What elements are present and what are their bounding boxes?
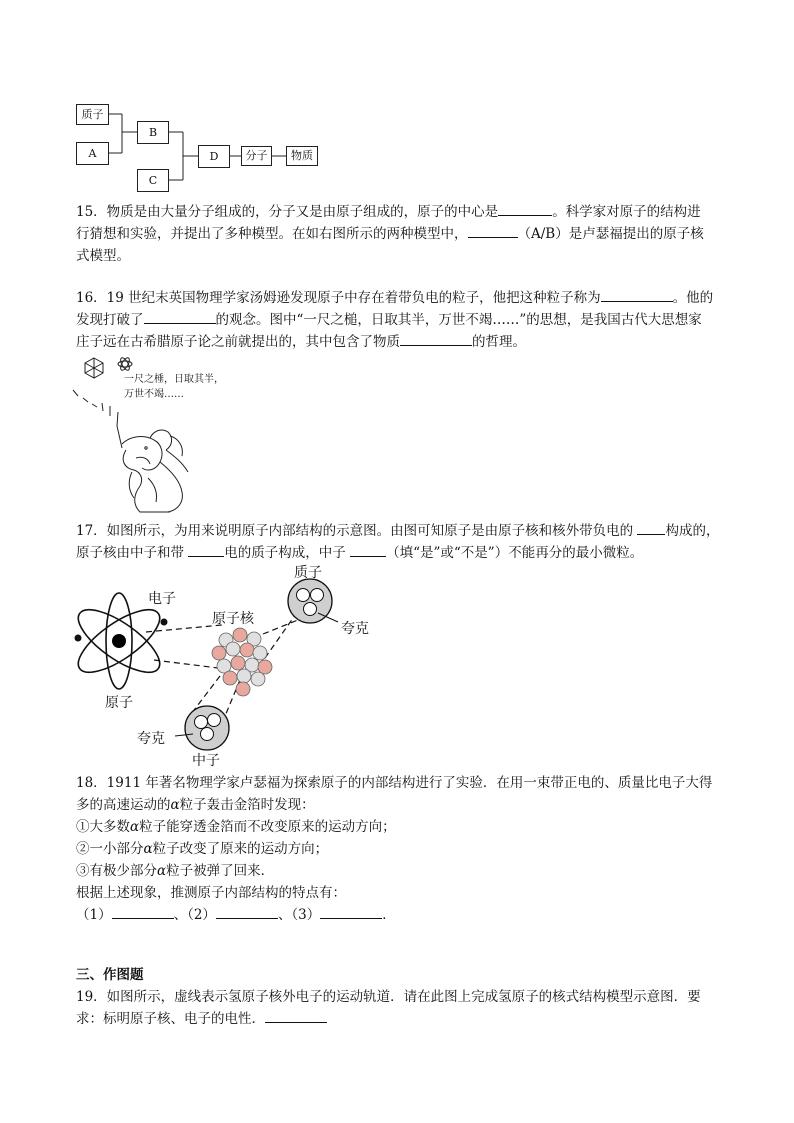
label-neutron: 中子 [192, 753, 220, 769]
q17-blank-3[interactable] [350, 543, 386, 557]
alpha-symbol: α [157, 863, 167, 879]
q18-text: ②一小部分 [76, 841, 144, 857]
q16-line-3 [76, 332, 726, 354]
q18-answers [76, 905, 726, 927]
q18-text: 粒子改变了原来的运动方向； [152, 841, 329, 857]
q19-line-1 [76, 987, 726, 1009]
q18-text: 18．1911 年著名物理学家卢瑟福为探索原子的内部结构进行了实验．在用一束带正电的、质量比电子大得 [76, 775, 713, 791]
q18-blank-2[interactable] [216, 905, 278, 919]
q15-text: （A/B）是卢瑟福提出的原子核 [517, 226, 704, 242]
q19-line-2 [76, 1009, 726, 1031]
alpha-symbol: α [170, 797, 180, 813]
box-a: A [76, 142, 109, 165]
q18-text: 、（2） [173, 907, 216, 923]
alpha-symbol: α [143, 841, 153, 857]
q17-text: （填“是”或“不是”）不能再分的最小微粒。 [386, 545, 644, 561]
q18-text: ③有极少部分 [76, 863, 157, 879]
q15-line-3 [76, 246, 726, 268]
label-quark-top: 夸克 [341, 621, 369, 637]
zhuangzi-caption [124, 372, 224, 402]
label-atom: 原子 [105, 695, 133, 711]
box-molecule: 分子 [241, 146, 272, 166]
q18-line-6 [76, 883, 726, 905]
q18-text: 粒子能穿透金箔而不改变原来的运动方向； [139, 819, 396, 835]
q18-text: 粒子被弹了回来． [166, 863, 275, 879]
label-electron: 电子 [148, 591, 176, 607]
q16-text: 。他的 [672, 290, 714, 306]
label-quark-bottom: 夸克 [137, 731, 165, 747]
q19-blank[interactable] [265, 1009, 327, 1023]
q18-text: 根据上述现象，推测原子内部结构的特点有： [76, 885, 346, 901]
q16-text: 16．19 世纪末英国物理学家汤姆逊发现原子中存在着带负电的粒子，他把这种粒子称为 [76, 290, 601, 306]
q15-text: 行猜想和实验，并提出了多种模型。在如右图所示的两种模型中， [76, 226, 468, 242]
box-matter: 物质 [286, 146, 318, 166]
q16-line-2 [76, 310, 726, 332]
q17-text: 构成的， [665, 523, 720, 539]
q18-blank-1[interactable] [112, 905, 174, 919]
q18-item-3 [76, 861, 726, 883]
caption-line-2: 万世不竭…… [124, 389, 184, 400]
q15-line-1 [76, 202, 726, 224]
q17-blank-2[interactable] [188, 543, 224, 557]
q15-blank-2[interactable] [468, 224, 518, 238]
q17-text: 17．如图所示，为用来说明原子内部结构的示意图。由图可知原子是由原子核和核外带负电的 [76, 523, 634, 539]
q16-text: 的哲理。 [472, 334, 526, 350]
q19-text: 求：标明原子核、电子的电性． [76, 1011, 265, 1027]
q19-text: 19．如图所示，虚线表示氢原子核外电子的运动轨道．请在此图上完成氢原子的核式结构模型示意图．要 [76, 989, 701, 1005]
label-nucleus: 原子核 [212, 611, 254, 627]
q18-text: 、（3） [277, 907, 321, 923]
q18-text: ． [382, 907, 396, 923]
box-proton: 质子 [76, 104, 109, 125]
q16-text: 庄子远在古希腊原子论之前就提出的，其中包含了物质 [76, 334, 400, 350]
q16-text: 的观念。图中“一尺之槌，日取其半，万世不竭……”的思想，是我国古代大思想家 [215, 312, 702, 328]
q15-text: 15．物质是由大量分子组成的，分子又是由原子组成的，原子的中心是 [76, 204, 499, 220]
section-title [76, 965, 726, 987]
q17-line-1 [76, 521, 726, 543]
box-b: B [137, 121, 169, 144]
label-proton: 质子 [294, 565, 322, 581]
diagram-connectors [0, 0, 400, 200]
atom-structure-figure [60, 560, 400, 775]
q18-text: 多的高速运动的 [76, 797, 171, 813]
q16-blank-1[interactable] [601, 288, 673, 302]
q16-text: 发现打破了 [76, 312, 144, 328]
caption-line-1: 一尺之棰，日取其半， [124, 374, 224, 385]
q18-text: （1） [76, 907, 112, 923]
q16-line-1 [76, 288, 726, 310]
q18-text: 粒子轰击金箔时发现： [179, 797, 315, 813]
box-c: C [137, 169, 169, 192]
q18-item-2 [76, 839, 726, 861]
q15-text: 式模型。 [76, 248, 130, 264]
q15-text: 。科学家对原子的结构进 [552, 204, 701, 220]
q17-text: 电的质子构成，中子 [224, 545, 346, 561]
alpha-symbol: α [130, 819, 140, 835]
q17-blank-1[interactable] [637, 521, 665, 535]
q16-blank-2[interactable] [144, 310, 216, 324]
box-d: D [198, 145, 230, 168]
q18-blank-3[interactable] [320, 905, 382, 919]
q17-text: 原子核由中子和带 [76, 545, 184, 561]
q15-blank-1[interactable] [498, 202, 552, 216]
section-title-text: 三、作图题 [76, 967, 144, 983]
q18-line-1 [76, 773, 726, 795]
q18-item-1 [76, 817, 726, 839]
q15-line-2 [76, 224, 726, 246]
q16-blank-3[interactable] [400, 332, 472, 346]
q18-line-2 [76, 795, 726, 817]
q18-text: ①大多数 [76, 819, 130, 835]
